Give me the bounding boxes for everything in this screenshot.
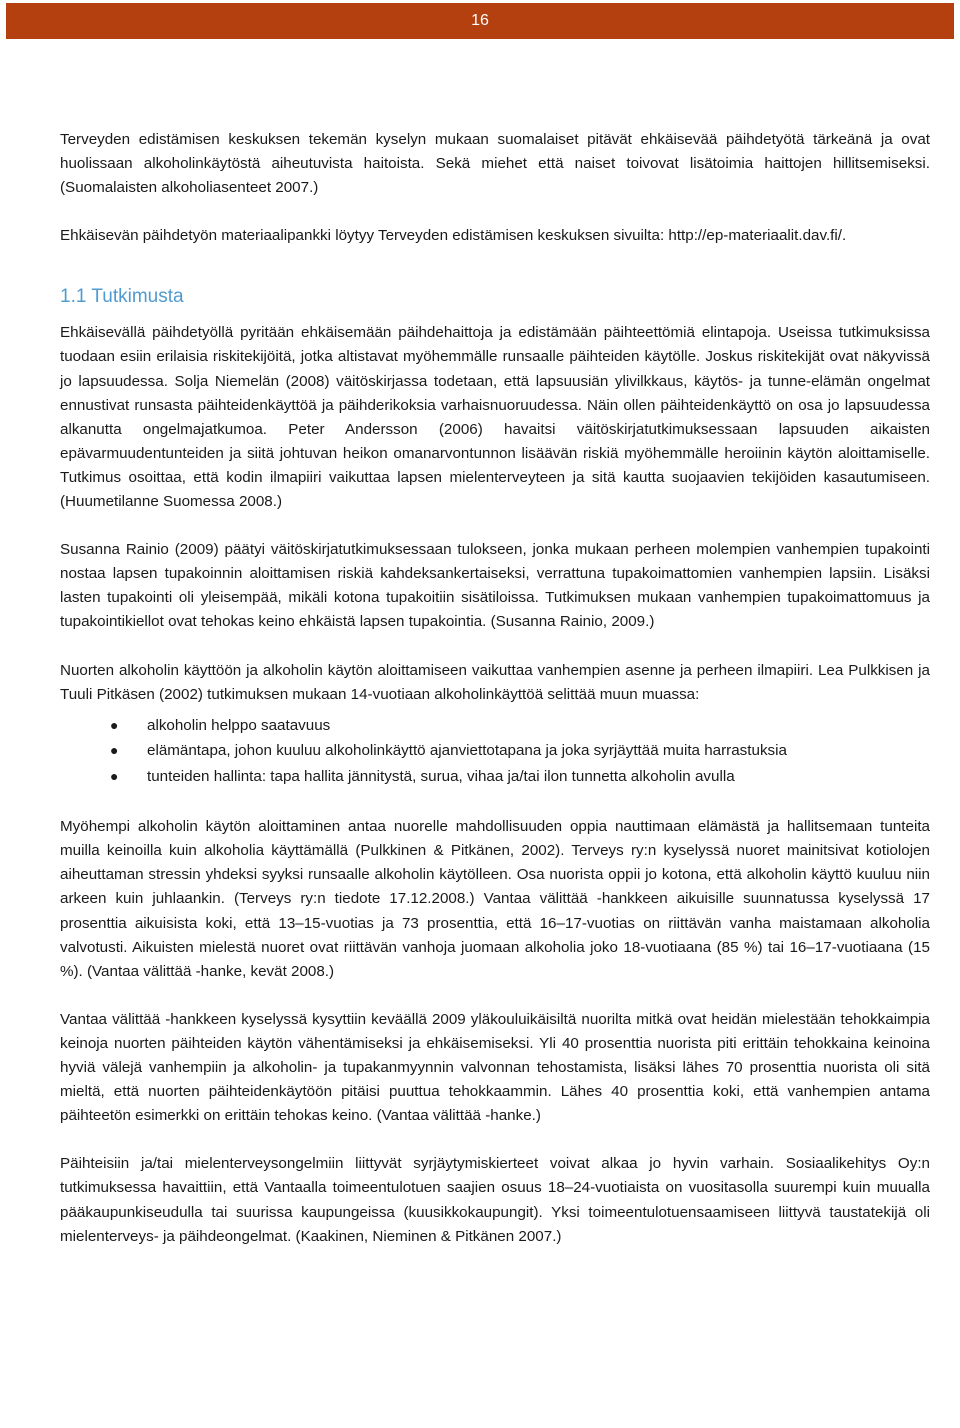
list-item-text: alkoholin helppo saatavuus (147, 716, 331, 734)
bullet-list (60, 713, 930, 790)
document-body (60, 128, 930, 1249)
bullet-icon: ● (110, 767, 119, 784)
bullet-icon: ● (110, 716, 119, 733)
paragraph: Terveyden edistämisen keskuksen tekemän kyselyn mukaan suomalaiset pitävät ehkäisevää päihdetyötä tärkeänä ja ovat huolissaan alkoholinkäytöstä aiheutuvista haitoista. Sekä miehet että naiset toivovat lisätoimia haittojen hillitsemiseksi. (Suomalaisten alkoholiasenteet 2007.) (60, 131, 930, 197)
paragraph: Nuorten alkoholin käyttöön ja alkoholin käytön aloittamiseen vaikuttaa vanhempien asenne ja perheen ilmapiiri. Lea Pulkkisen ja Tuuli Pitkäsen (2002) tutkimuksen mukaan 14-vuotiaan alkoholinkäyttöä selittää muun muassa: (60, 661, 930, 703)
list-item-text: elämäntapa, johon kuuluu alkoholinkäyttö ajanviettotapana ja joka syrjäyttää muita harrastuksia (147, 742, 787, 760)
paragraph: Ehkäisevällä päihdetyöllä pyritään ehkäisemään päihdehaittoja ja edistämään päihteettömiä elintapoja. Useissa tutkimuksissa tuodaan esiin erilaisia riskitekijöitä, jotka altistavat myöhemmälle runsaalle päihteiden käytölle. Joskus riskitekijät ovat näkyvissä jo lapsuudessa. Solja Niemelän (2008) väitöskirjassa todetaan, että lapsuusiän ylivilkkaus, käytös- ja tunne-elämän ongelmat ennustivat runsasta päihteidenkäyttöä ja päihderikoksia varhaisnuoruudessa. Näin ollen päihteidenkäyttö on osa jo lapsuudessa alkanutta ongelmajatkumoa. Peter Andersson (2006) havaitsi väitöskirjatutkimuksessaan lapsuuden aikaisten epävarmuudentunteiden ja siitä johtuvan heikon omanarvontunnon lisäävän riskiä myöhemmälle heroiinin käytön aloittamiselle. Tutkimus osoittaa, että kodin ilmapiiri vaikuttaa lapsen mielenterveyteen ja sitä kautta suojaavien tekijöiden kasautumiseen. (Huumetilanne Suomessa 2008.) (60, 324, 930, 511)
page-number: 16 (471, 12, 489, 29)
paragraph: Myöhempi alkoholin käytön aloittaminen antaa nuorelle mahdollisuuden oppia nauttimaan elämästä ja hallitsemaan tunteita muilla keinoilla kuin alkoholia käyttämällä (Pulkkinen & Pitkänen, 2002). Terveys ry:n kyselyssä nuoret mainitsivat kotiolojen aiheuttaman stressin yhdeksi syyksi runsaalle alkoholin käytölleen. Osa nuorista oppii jo kotona, että alkoholin käyttö kuuluu niin arkeen kuin juhlaankin. (Terveys ry:n tiedote 17.12.2008.) Vantaa välittää -hankkeen aikuisille suunnatussa kyselyssä 17 prosenttia aikuisista koki, että 13–15-vuotias ja 73 prosenttia, että 16–17-vuotias on riittävän vanha maistamaan alkoholia valvotusti. Aikuisten mielestä nuoret ovat riittävän vanhoja juomaan alkoholia joko 18-vuotiaana (85 %) tai 16–17-vuotiaana (15 %). (Vantaa välittää -hanke, kevät 2008.) (60, 818, 930, 980)
paragraph: Päihteisiin ja/tai mielenterveysongelmiin liittyvät syrjäytymiskierteet voivat alkaa jo hyvin varhain. Sosiaalikehitys Oy:n tutkimuksessa havaittiin, että Vantaalla toimeentulotuen saajien osuus 18–24-vuotiaista on vuositasolla suurempi kuin muualla pääkaupunkiseudulla tai suurissa kaupungeissa (kuusikkokaupungit). Yksi toimeentulotuensaamiseen liittyvä taustatekijä oli mielenterveys- ja päihdeongelmat. (Kaakinen, Nieminen & Pitkänen 2007.) (60, 1155, 930, 1245)
list-item-text: tunteiden hallinta: tapa hallita jännitystä, surua, vihaa ja/tai ilon tunnetta alkoholin avulla (147, 767, 735, 785)
paragraph: Ehkäisevän päihdetyön materiaalipankki löytyy Terveyden edistämisen keskuksen sivuilta: http://ep-materiaalit.dav.fi/. (60, 227, 847, 245)
list-item (60, 764, 930, 790)
section-heading: 1.1 Tutkimusta (60, 286, 184, 308)
paragraph: Vantaa välittää -hankkeen kyselyssä kysyttiin keväällä 2009 yläkouluikäisiltä nuorilta mitkä ovat heidän mielestään tehokkaimpia keinoja nuorten päihteiden käytön vähentämiseksi ja ehkäisemiseksi. Yli 40 prosenttia nuorista piti erittäin tehokkaina keinoina hyviä välejä vanhempiin ja alkoholin- ja tupakanmyynnin valvonnan tehostamista, lisäksi lähes 70 prosenttia nuorista oli sitä mieltä, että nuorten päihteidenkäytöön pitäisi puuttua tehokkaammin. Lähes 40 prosenttia koki, että vanhempien antama päihteetön esimerkki on erittäin tehokas keino. (Vantaa välittää -hanke.) (60, 1010, 930, 1125)
page-header-bar (6, 3, 954, 39)
list-item (60, 713, 930, 739)
bullet-icon: ● (110, 742, 119, 759)
paragraph: Susanna Rainio (2009) päätyi väitöskirjatutkimuksessaan tulokseen, jonka mukaan perheen molempien vanhempien tupakointi nostaa lapsen tupakoinnin aloittamisen riskiä kahdeksankertaiseksi, verrattuna tupakoimattomien vanhempien lapsiin. Lisäksi lasten tupakointi oli yleisempää, mikäli kotona tupakoitiin sisätiloissa. Tutkimuksen mukaan vanhempien tupakoimattomuus ja tupakointikiellot ovat tehokas keino ehkäistä lapsen tupakointia. (Susanna Rainio, 2009.) (60, 541, 930, 631)
list-item (60, 738, 930, 764)
